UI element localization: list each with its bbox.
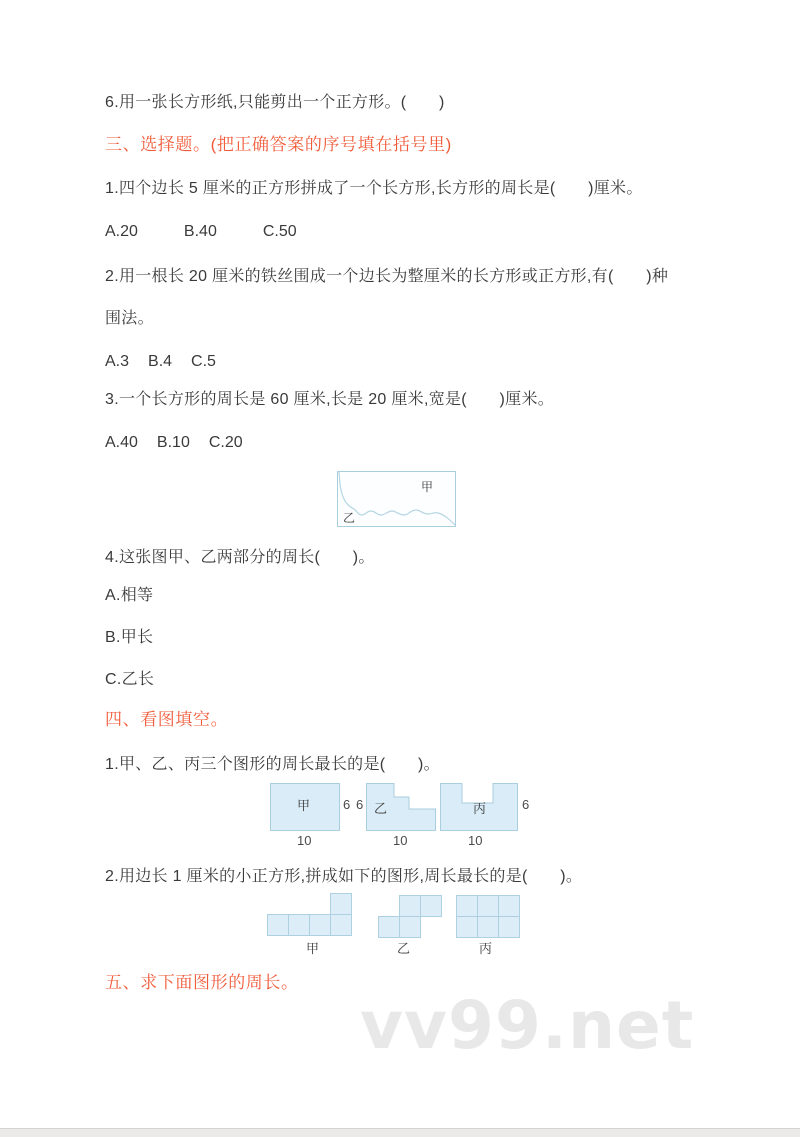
- section3-q4-option-a: A.相等: [105, 587, 154, 604]
- shape-yi-height-dimension: 6: [356, 797, 364, 812]
- section3-q2-options: [105, 352, 216, 372]
- section3-q4-option-c: C.乙长: [105, 671, 155, 688]
- tetromino-bing-label: 丙: [479, 941, 493, 956]
- tetromino-bing-cells: [457, 896, 520, 938]
- shape-jia-width-dimension: 10: [297, 833, 312, 848]
- tetromino-yi-label: 乙: [397, 941, 411, 956]
- option-c: C.50: [262, 223, 297, 240]
- divided-rectangle-figure: [337, 471, 456, 528]
- watermark-text: vv99.net: [360, 987, 695, 1064]
- section3-q3-options: [105, 433, 243, 453]
- section-4-title: 四、看图填空。: [105, 710, 229, 729]
- option-b: B.4: [148, 353, 173, 370]
- section4-question-2: 2.用边长 1 厘米的小正方形,拼成如下的图形,周长最长的是( )。: [105, 868, 583, 885]
- section3-q1-options: [105, 222, 297, 242]
- shape-yi-width-dimension: 10: [393, 833, 408, 848]
- region-label-jia: 甲: [421, 480, 434, 494]
- shape-bing-height-dimension: 6: [522, 797, 530, 812]
- option-a: A.40: [105, 434, 138, 451]
- page-bottom-edge: [0, 1128, 800, 1137]
- tetromino-yi-cells: [379, 896, 442, 938]
- section3-question-2-line2: 围法。: [105, 310, 154, 327]
- section3-question-4: 4.这张图甲、乙两部分的周长( )。: [105, 549, 375, 566]
- section3-question-2-line1: 2.用一根长 20 厘米的铁丝围成一个边长为整厘米的长方形或正方形,有( )种: [105, 268, 669, 285]
- shape-bing-label: 丙: [473, 801, 487, 816]
- shape-jia-height-dimension: 6: [343, 797, 351, 812]
- section-5-title: 五、求下面图形的周长。: [105, 973, 299, 992]
- option-a: A.3: [105, 353, 130, 370]
- section4-question-1: 1.甲、乙、丙三个图形的周长最长的是( )。: [105, 756, 440, 773]
- region-label-yi: 乙: [343, 511, 356, 525]
- shape-bing-width-dimension: 10: [468, 833, 483, 848]
- tetromino-yi: [378, 895, 442, 938]
- shape-yi-label: 乙: [374, 801, 388, 816]
- section3-q4-option-b: B.甲长: [105, 629, 154, 646]
- question-6-true-false: 6.用一张长方形纸,只能剪出一个正方形。( ): [105, 94, 445, 111]
- tetromino-jia-cells: [268, 894, 352, 936]
- option-c: C.5: [191, 353, 216, 370]
- shape-jia-label: 甲: [297, 798, 311, 813]
- section3-question-3: 3.一个长方形的周长是 60 厘米,长是 20 厘米,宽是( )厘米。: [105, 391, 555, 408]
- option-c: C.20: [208, 434, 243, 451]
- tetromino-bing: [456, 895, 520, 938]
- option-b: B.10: [156, 434, 190, 451]
- section3-question-1: 1.四个边长 5 厘米的正方形拼成了一个长方形,长方形的周长是( )厘米。: [105, 180, 643, 197]
- tetromino-jia: [267, 893, 352, 936]
- figure-outer-rectangle: [338, 472, 456, 527]
- option-b: B.40: [183, 223, 217, 240]
- option-a: A.20: [105, 223, 138, 240]
- section-3-title: 三、选择题。(把正确答案的序号填在括号里): [105, 135, 452, 154]
- tetromino-jia-label: 甲: [306, 941, 320, 956]
